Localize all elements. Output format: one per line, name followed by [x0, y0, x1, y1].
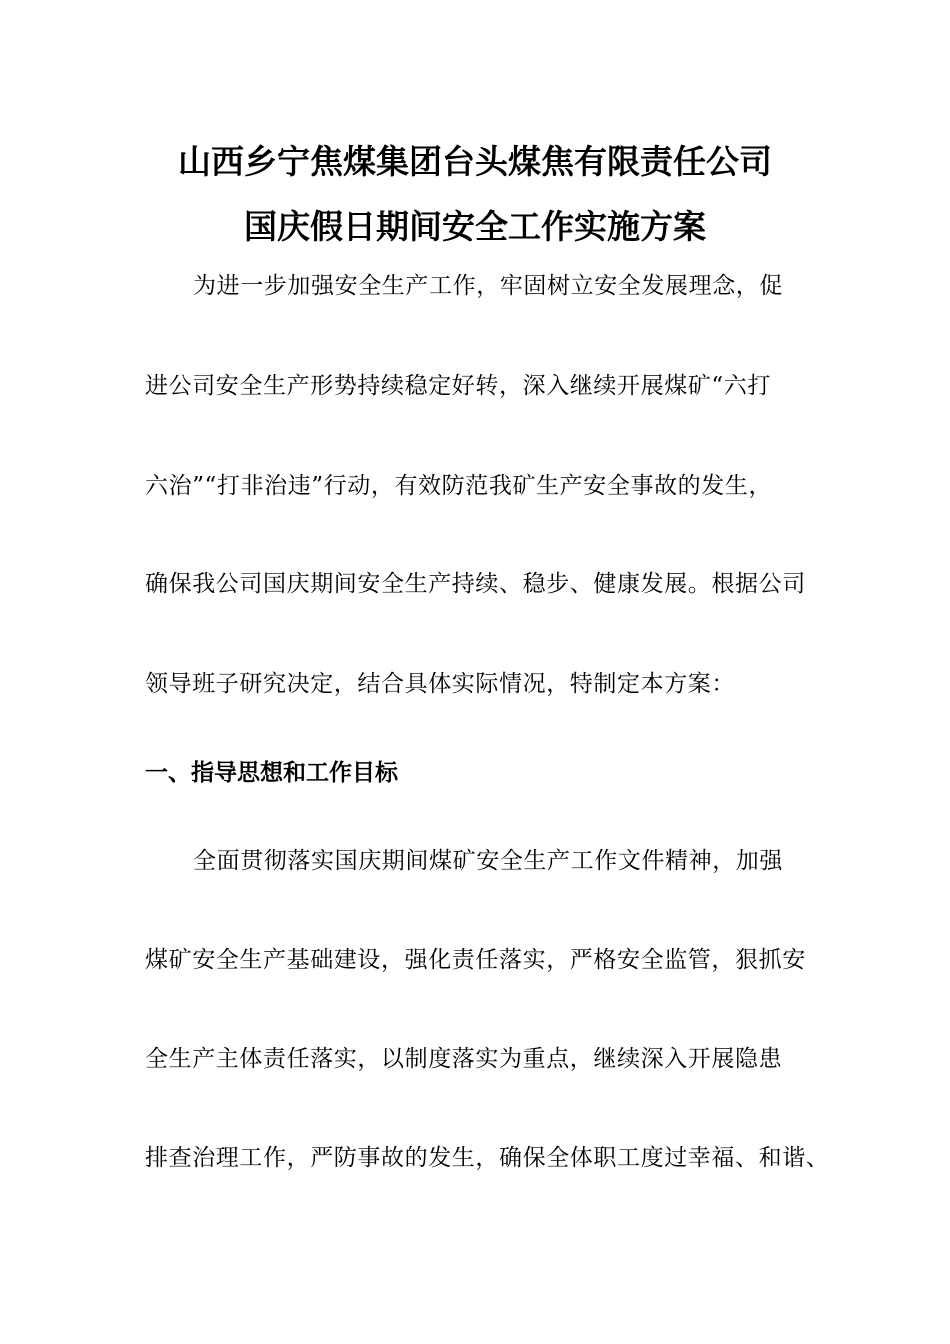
intro-paragraph-line: 确保我公司国庆期间安全生产持续、稳步、健康发展。根据公司 — [145, 571, 806, 597]
intro-paragraph-line: 为进一步加强安全生产工作，牢固树立安全发展理念，促 — [193, 273, 783, 299]
section-paragraph-line: 煤矿安全生产基础建设，强化责任落实，严格安全监管，狠抓安 — [145, 947, 806, 973]
section-paragraph-line: 全面贯彻落实国庆期间煤矿安全生产工作文件精神，加强 — [193, 848, 783, 874]
section-paragraph-line: 排查治理工作，严防事故的发生，确保全体职工度过幸福、和谐、 — [145, 1145, 830, 1171]
document-title-line-1: 山西乡宁焦煤集团台头煤焦有限责任公司 — [178, 142, 772, 181]
intro-paragraph-line: 领导班子研究决定，结合具体实际情况，特制定本方案： — [145, 671, 735, 697]
intro-paragraph-line: 六治”“打非治违”行动，有效防范我矿生产安全事故的发生， — [145, 473, 773, 499]
intro-paragraph-line: 进公司安全生产形势持续稳定好转，深入继续开展煤矿“六打 — [145, 373, 771, 399]
section-heading: 一、指导思想和工作目标 — [145, 760, 398, 786]
section-paragraph-line: 全生产主体责任落实，以制度落实为重点，继续深入开展隐患 — [145, 1046, 783, 1072]
document-title-line-2: 国庆假日期间安全工作实施方案 — [244, 207, 706, 246]
